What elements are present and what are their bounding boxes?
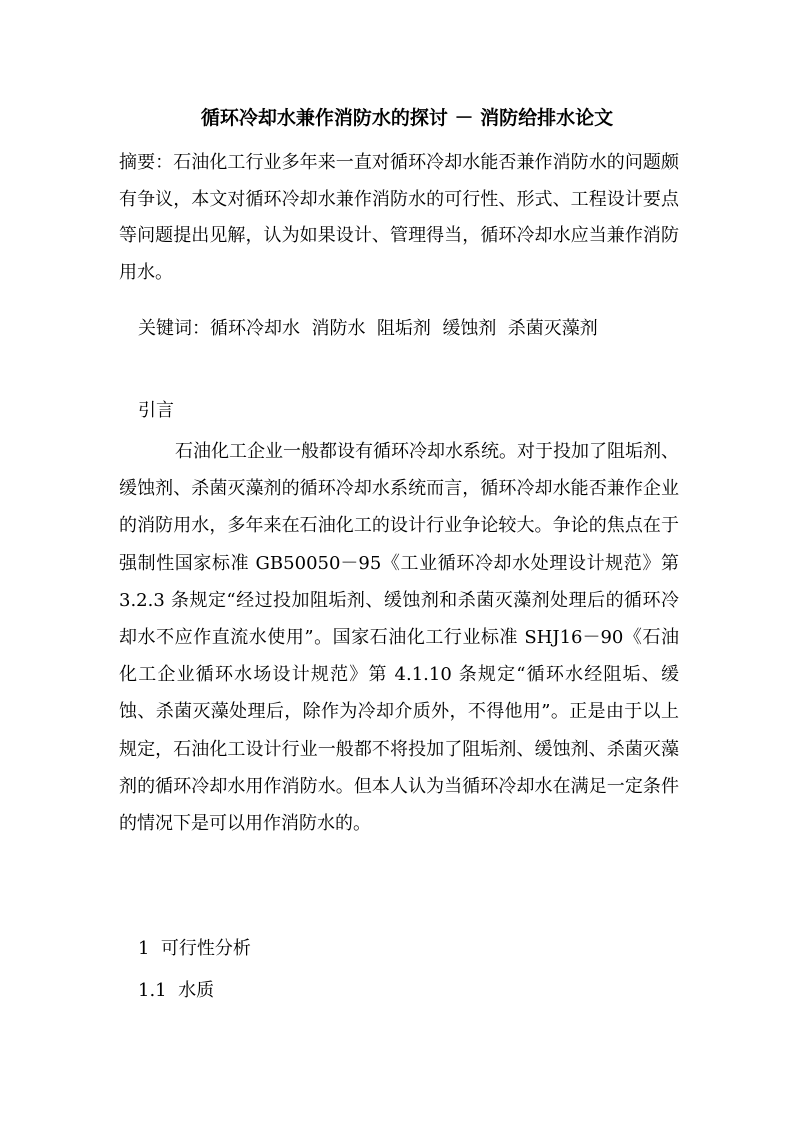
abstract-paragraph: 摘要：石油化工行业多年来一直对循环冷却水能否兼作消防水的问题颇有争议，本文对循环冷却水兼作消防水的可行性、形式、工程设计要点等问题提出见解，认为如果设计、管理得当，循环冷却水应当兼作消防用水。 bbox=[119, 152, 679, 283]
document-title: 循环冷却水兼作消防水的探讨 － 消防给排水论文 bbox=[200, 107, 614, 129]
keywords-line: 关键词：循环冷却水 消防水 阻垢剂 缓蚀剂 杀菌灭藻剂 bbox=[138, 318, 598, 339]
intro-heading: 引言 bbox=[138, 400, 174, 421]
intro-paragraph: 石油化工企业一般都设有循环冷却水系统。对于投加了阻垢剂、缓蚀剂、杀菌灭藻剂的循环冷却水系统而言，循环冷却水能否兼作企业的消防用水，多年来在石油化工的设计行业争论较大。争论的焦点在于强制性国家标准 GB50050－95《工业循环冷却水处理设计规范》第 3.2.3 条规定“经过投加阻垢剂、缓蚀剂和杀菌灭藻剂处理后的循环冷却水不应作直流水使用”。国家石油化工行业标准 SHJ16－90《石油化工企业循环水场设计规范》第 4.1.10 条规定“循环水经阻垢、缓蚀、杀菌灭藻处理后，除作为冷却介质外，不得他用”。正是由于以上规定，石油化工设计行业一般都不将投加了阻垢剂、缓蚀剂、杀菌灭藻剂的循环冷却水用作消防水。但本人认为当循环冷却水在满足一定条件的情况下是可以用作消防水的。 bbox=[119, 441, 679, 835]
section-heading: 1 可行性分析 bbox=[138, 938, 251, 959]
subsection-heading: 1.1 水质 bbox=[138, 980, 215, 1001]
